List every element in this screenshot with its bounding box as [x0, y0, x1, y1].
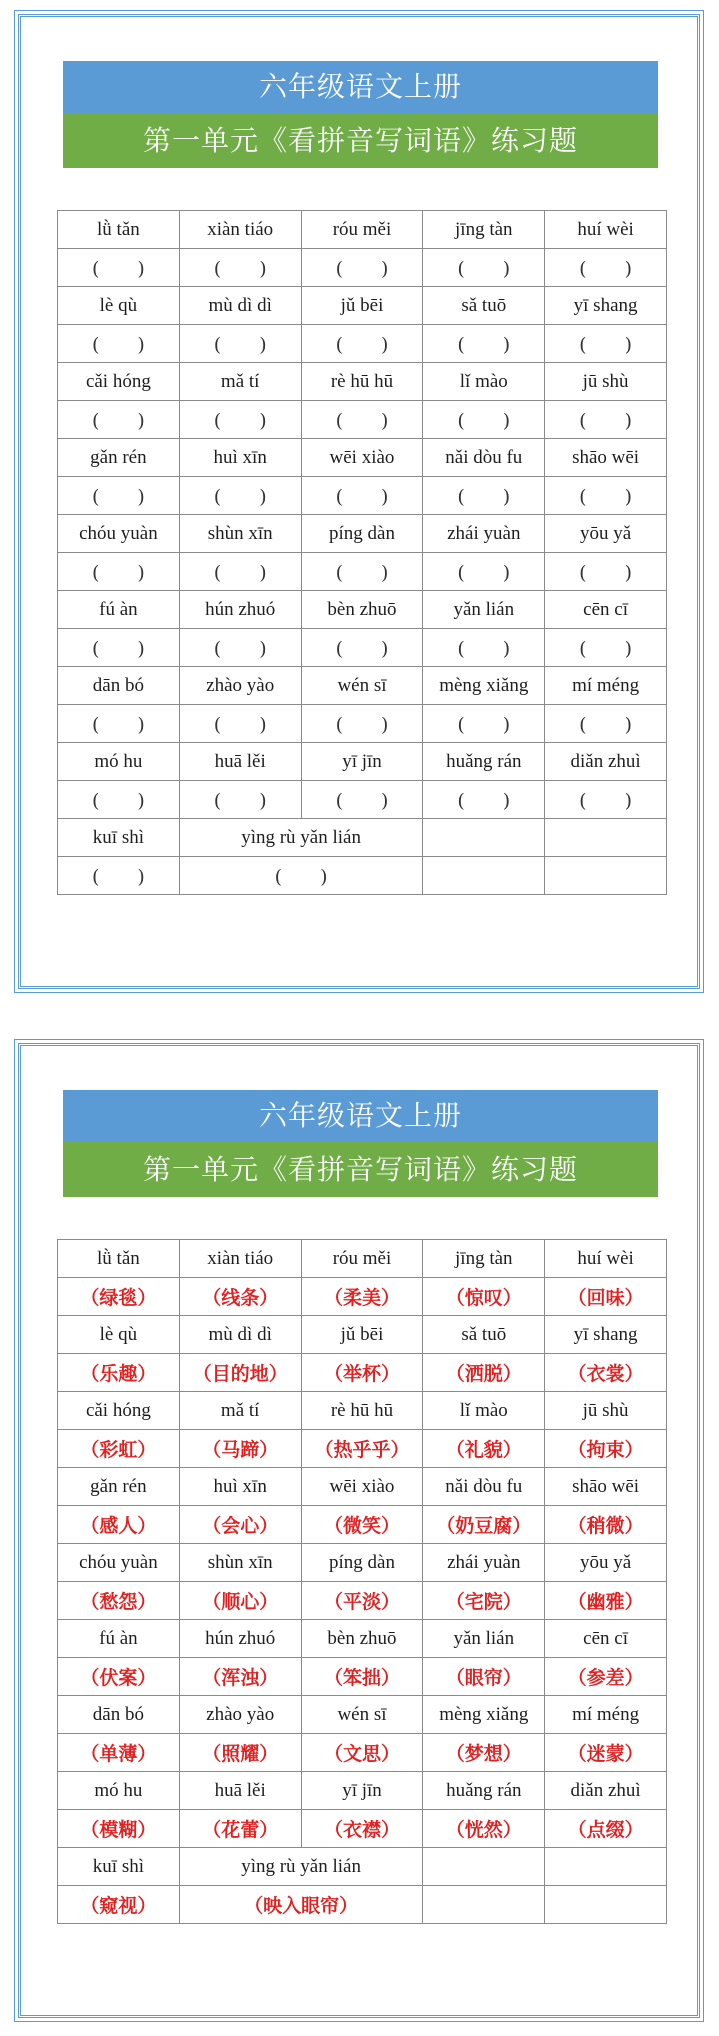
answer-cell: （迷蒙） — [545, 1734, 667, 1772]
pinyin-cell: huì xīn — [179, 1468, 301, 1506]
answer-blank[interactable]: ( ) — [545, 781, 667, 819]
pinyin-row — [58, 211, 667, 249]
pinyin-cell: yī jīn — [301, 743, 423, 781]
answer-blank[interactable]: ( ) — [423, 705, 545, 743]
answer-blank[interactable]: ( ) — [58, 477, 180, 515]
answer-blank[interactable]: ( ) — [545, 401, 667, 439]
pinyin-cell: mǎ tí — [179, 1392, 301, 1430]
pinyin-cell: mù dì dì — [179, 287, 301, 325]
pinyin-cell: yī shang — [545, 1316, 667, 1354]
pinyin-cell: kuī shì — [58, 819, 180, 857]
pinyin-cell: zhái yuàn — [423, 515, 545, 553]
answer-cell: （乐趣） — [58, 1354, 180, 1392]
answer-cell: （伏案） — [58, 1658, 180, 1696]
pinyin-cell: cēn cī — [545, 1620, 667, 1658]
answer-cell: （会心） — [179, 1506, 301, 1544]
pinyin-row — [58, 1772, 667, 1810]
answer-cell: （感人） — [58, 1506, 180, 1544]
pinyin-cell: wēi xiào — [301, 1468, 423, 1506]
blank-row — [58, 629, 667, 667]
answer-cell: （窥视） — [58, 1886, 180, 1924]
pinyin-cell: mó hu — [58, 1772, 180, 1810]
pinyin-cell: lǜ tǎn — [58, 211, 180, 249]
pinyin-cell: róu měi — [301, 211, 423, 249]
pinyin-cell: chóu yuàn — [58, 515, 180, 553]
pinyin-cell: diǎn zhuì — [545, 743, 667, 781]
pinyin-cell: jǔ bēi — [301, 1316, 423, 1354]
pinyin-cell: mèng xiǎng — [423, 667, 545, 705]
pinyin-cell: wén sī — [301, 1696, 423, 1734]
pinyin-cell: hún zhuó — [179, 591, 301, 629]
answer-blank[interactable]: ( ) — [58, 325, 180, 363]
answer-blank[interactable]: ( ) — [301, 705, 423, 743]
pinyin-cell: yìng rù yǎn lián — [179, 1848, 423, 1886]
pinyin-cell: gǎn rén — [58, 1468, 180, 1506]
pinyin-cell: shāo wēi — [545, 439, 667, 477]
blank-row — [58, 325, 667, 363]
answer-blank[interactable]: ( ) — [179, 249, 301, 287]
answer-row — [58, 1734, 667, 1772]
blank-row — [58, 857, 667, 895]
pinyin-cell: zhái yuàn — [423, 1544, 545, 1582]
answer-row — [58, 1354, 667, 1392]
empty-cell — [423, 1848, 545, 1886]
pinyin-cell: mù dì dì — [179, 1316, 301, 1354]
answer-blank[interactable]: ( ) — [545, 477, 667, 515]
blank-row — [58, 553, 667, 591]
empty-cell — [545, 857, 667, 895]
answer-blank[interactable]: ( ) — [545, 705, 667, 743]
answer-blank[interactable]: ( ) — [58, 249, 180, 287]
answer-cell: （恍然） — [423, 1810, 545, 1848]
pinyin-cell: jū shù — [545, 363, 667, 401]
answer-cell: （拘束） — [545, 1430, 667, 1468]
pinyin-row — [58, 1316, 667, 1354]
empty-cell — [423, 819, 545, 857]
pinyin-cell: huā lěi — [179, 1772, 301, 1810]
pinyin-cell: lè qù — [58, 1316, 180, 1354]
answer-row — [58, 1582, 667, 1620]
answer-cell: （浑浊） — [179, 1658, 301, 1696]
pinyin-cell: dān bó — [58, 667, 180, 705]
pinyin-row — [58, 1696, 667, 1734]
pinyin-cell: bèn zhuō — [301, 1620, 423, 1658]
pinyin-cell: nǎi dòu fu — [423, 1468, 545, 1506]
sheet-subtitle: 第一单元《看拼音写词语》练习题 — [63, 1142, 658, 1197]
answer-cell: （稍微） — [545, 1506, 667, 1544]
pinyin-cell: huí wèi — [545, 1240, 667, 1278]
pinyin-cell: wén sī — [301, 667, 423, 705]
answer-cell: （惊叹） — [423, 1278, 545, 1316]
pinyin-cell: róu měi — [301, 1240, 423, 1278]
answer-blank[interactable]: ( ) — [301, 781, 423, 819]
answer-blank[interactable]: ( ) — [423, 477, 545, 515]
pinyin-row — [58, 667, 667, 705]
answer-blank[interactable]: ( ) — [423, 249, 545, 287]
pinyin-cell: shāo wēi — [545, 1468, 667, 1506]
pinyin-cell: huǎng rán — [423, 1772, 545, 1810]
answer-cell: （愁怨） — [58, 1582, 180, 1620]
pinyin-cell: diǎn zhuì — [545, 1772, 667, 1810]
pinyin-cell: huā lěi — [179, 743, 301, 781]
pinyin-cell: lǜ tǎn — [58, 1240, 180, 1278]
answer-cell: （笨拙） — [301, 1658, 423, 1696]
pinyin-cell: mó hu — [58, 743, 180, 781]
pinyin-cell: mí méng — [545, 1696, 667, 1734]
pinyin-row — [58, 1392, 667, 1430]
pinyin-cell: wēi xiào — [301, 439, 423, 477]
answer-cell: （奶豆腐） — [423, 1506, 545, 1544]
answer-cell: （举杯） — [301, 1354, 423, 1392]
answer-cell: （绿毯） — [58, 1278, 180, 1316]
pinyin-cell: cǎi hóng — [58, 363, 180, 401]
pinyin-cell: yī shang — [545, 287, 667, 325]
answer-blank[interactable]: ( ) — [179, 477, 301, 515]
pinyin-cell: mí méng — [545, 667, 667, 705]
pinyin-cell: fú àn — [58, 591, 180, 629]
answer-blank[interactable]: ( ) — [58, 401, 180, 439]
pinyin-cell: yōu yǎ — [545, 515, 667, 553]
answer-blank[interactable]: ( ) — [301, 325, 423, 363]
pinyin-row — [58, 743, 667, 781]
pinyin-cell: huì xīn — [179, 439, 301, 477]
answer-blank[interactable]: ( ) — [58, 781, 180, 819]
pinyin-cell: sǎ tuō — [423, 287, 545, 325]
answer-cell: （热乎乎） — [301, 1430, 423, 1468]
answer-blank[interactable]: ( ) — [423, 325, 545, 363]
pinyin-cell: lè qù — [58, 287, 180, 325]
answer-blank[interactable]: ( ) — [423, 629, 545, 667]
empty-cell — [423, 1886, 545, 1924]
pinyin-cell: mǎ tí — [179, 363, 301, 401]
answer-row — [58, 1886, 667, 1924]
sheet-title: 六年级语文上册 — [63, 1090, 658, 1142]
answer-blank[interactable]: ( ) — [58, 629, 180, 667]
pinyin-cell: huí wèi — [545, 211, 667, 249]
answer-cell: （眼帘） — [423, 1658, 545, 1696]
answer-cell: （线条） — [179, 1278, 301, 1316]
blank-row — [58, 249, 667, 287]
pinyin-cell: hún zhuó — [179, 1620, 301, 1658]
answer-cell: （目的地） — [179, 1354, 301, 1392]
answer-cell: （彩虹） — [58, 1430, 180, 1468]
pinyin-cell: píng dàn — [301, 515, 423, 553]
answer-blank[interactable]: ( ) — [58, 553, 180, 591]
answer-blank[interactable]: ( ) — [179, 629, 301, 667]
pinyin-cell: yìng rù yǎn lián — [179, 819, 423, 857]
answer-table — [57, 1239, 667, 1924]
pinyin-cell: rè hū hū — [301, 1392, 423, 1430]
empty-cell — [545, 819, 667, 857]
empty-cell — [545, 1848, 667, 1886]
pinyin-row — [58, 287, 667, 325]
empty-cell — [423, 857, 545, 895]
answer-cell: （宅院） — [423, 1582, 545, 1620]
pinyin-cell: jīng tàn — [423, 1240, 545, 1278]
pinyin-cell: lǐ mào — [423, 363, 545, 401]
answer-blank[interactable]: ( ) — [545, 325, 667, 363]
pinyin-cell: huǎng rán — [423, 743, 545, 781]
answer-blank[interactable]: ( ) — [58, 857, 180, 895]
answer-cell: （回味） — [545, 1278, 667, 1316]
pinyin-row — [58, 439, 667, 477]
blank-row — [58, 705, 667, 743]
pinyin-cell: chóu yuàn — [58, 1544, 180, 1582]
answer-cell: （礼貌） — [423, 1430, 545, 1468]
answer-blank[interactable]: ( ) — [179, 325, 301, 363]
sheet-title: 六年级语文上册 — [63, 61, 658, 113]
answer-blank[interactable]: ( ) — [58, 705, 180, 743]
answer-cell: （点缀） — [545, 1810, 667, 1848]
answer-cell: （平淡） — [301, 1582, 423, 1620]
answer-row — [58, 1278, 667, 1316]
answer-cell: （柔美） — [301, 1278, 423, 1316]
answer-sheet — [18, 1043, 700, 2018]
empty-cell — [545, 1886, 667, 1924]
exercise-table — [57, 210, 667, 895]
answer-cell: （衣裳） — [545, 1354, 667, 1392]
pinyin-cell: rè hū hū — [301, 363, 423, 401]
pinyin-row — [58, 515, 667, 553]
answer-cell: （顺心） — [179, 1582, 301, 1620]
answer-cell: （照耀） — [179, 1734, 301, 1772]
pinyin-cell: bèn zhuō — [301, 591, 423, 629]
pinyin-row — [58, 1620, 667, 1658]
answer-blank[interactable]: ( ) — [423, 781, 545, 819]
pinyin-row — [58, 1544, 667, 1582]
answer-row — [58, 1506, 667, 1544]
answer-blank[interactable]: ( ) — [301, 249, 423, 287]
pinyin-cell: yǎn lián — [423, 1620, 545, 1658]
blank-row — [58, 401, 667, 439]
pinyin-cell: cǎi hóng — [58, 1392, 180, 1430]
answer-cell: （模糊） — [58, 1810, 180, 1848]
answer-row — [58, 1430, 667, 1468]
answer-cell: （参差） — [545, 1658, 667, 1696]
pinyin-cell: xiàn tiáo — [179, 1240, 301, 1278]
pinyin-cell: lǐ mào — [423, 1392, 545, 1430]
pinyin-cell: shùn xīn — [179, 1544, 301, 1582]
pinyin-cell: cēn cī — [545, 591, 667, 629]
answer-blank[interactable]: ( ) — [179, 857, 423, 895]
answer-blank[interactable]: ( ) — [423, 553, 545, 591]
pinyin-cell: zhào yào — [179, 667, 301, 705]
answer-cell: （文思） — [301, 1734, 423, 1772]
blank-row — [58, 477, 667, 515]
pinyin-cell: fú àn — [58, 1620, 180, 1658]
answer-cell: （洒脱） — [423, 1354, 545, 1392]
answer-blank[interactable]: ( ) — [301, 401, 423, 439]
answer-blank[interactable]: ( ) — [179, 401, 301, 439]
pinyin-cell: yī jīn — [301, 1772, 423, 1810]
pinyin-row — [58, 1468, 667, 1506]
answer-blank[interactable]: ( ) — [301, 553, 423, 591]
pinyin-cell: dān bó — [58, 1696, 180, 1734]
pinyin-row — [58, 819, 667, 857]
answer-row — [58, 1658, 667, 1696]
blank-row — [58, 781, 667, 819]
answer-blank[interactable]: ( ) — [545, 629, 667, 667]
answer-cell: （梦想） — [423, 1734, 545, 1772]
pinyin-row — [58, 363, 667, 401]
answer-blank[interactable]: ( ) — [179, 705, 301, 743]
answer-cell: （花蕾） — [179, 1810, 301, 1848]
pinyin-cell: yōu yǎ — [545, 1544, 667, 1582]
pinyin-cell: kuī shì — [58, 1848, 180, 1886]
pinyin-cell: sǎ tuō — [423, 1316, 545, 1354]
answer-blank[interactable]: ( ) — [301, 477, 423, 515]
pinyin-cell: píng dàn — [301, 1544, 423, 1582]
pinyin-cell: jīng tàn — [423, 211, 545, 249]
answer-cell: （映入眼帘） — [179, 1886, 423, 1924]
exercise-sheet — [18, 14, 700, 989]
pinyin-cell: jū shù — [545, 1392, 667, 1430]
answer-cell: （微笑） — [301, 1506, 423, 1544]
answer-blank[interactable]: ( ) — [423, 401, 545, 439]
pinyin-cell: mèng xiǎng — [423, 1696, 545, 1734]
answer-cell: （马蹄） — [179, 1430, 301, 1468]
pinyin-cell: gǎn rén — [58, 439, 180, 477]
answer-cell: （幽雅） — [545, 1582, 667, 1620]
answer-cell: （衣襟） — [301, 1810, 423, 1848]
pinyin-cell: zhào yào — [179, 1696, 301, 1734]
pinyin-row — [58, 1848, 667, 1886]
answer-row — [58, 1810, 667, 1848]
sheet-subtitle: 第一单元《看拼音写词语》练习题 — [63, 113, 658, 168]
pinyin-cell: shùn xīn — [179, 515, 301, 553]
pinyin-cell: jǔ bēi — [301, 287, 423, 325]
answer-blank[interactable]: ( ) — [545, 553, 667, 591]
pinyin-row — [58, 591, 667, 629]
answer-blank[interactable]: ( ) — [179, 781, 301, 819]
pinyin-cell: nǎi dòu fu — [423, 439, 545, 477]
answer-blank[interactable]: ( ) — [179, 553, 301, 591]
pinyin-cell: yǎn lián — [423, 591, 545, 629]
pinyin-row — [58, 1240, 667, 1278]
answer-cell: （单薄） — [58, 1734, 180, 1772]
answer-blank[interactable]: ( ) — [545, 249, 667, 287]
answer-blank[interactable]: ( ) — [301, 629, 423, 667]
pinyin-cell: xiàn tiáo — [179, 211, 301, 249]
